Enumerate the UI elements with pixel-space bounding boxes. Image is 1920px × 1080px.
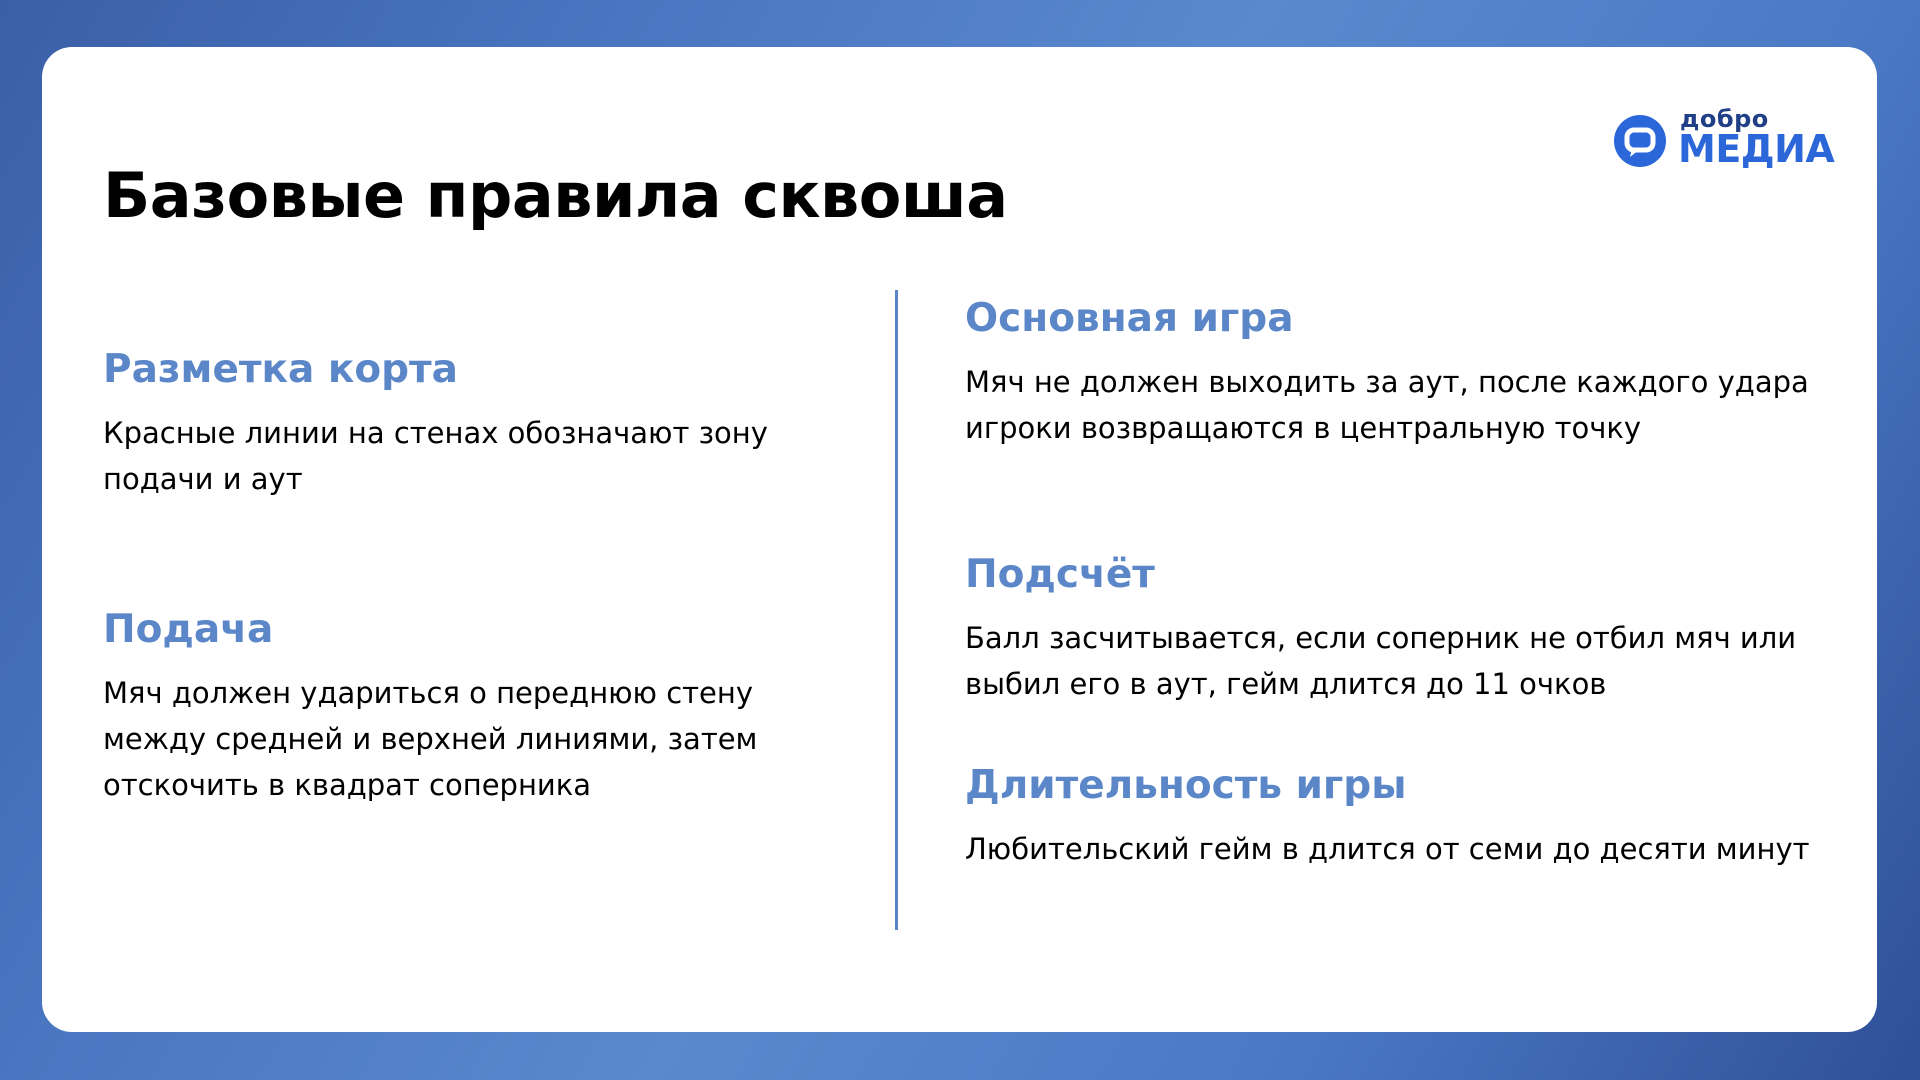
section-text: Любительский гейм в длится от семи до десяти минут xyxy=(965,831,1810,866)
slide-card xyxy=(42,47,1877,1032)
section-game-duration xyxy=(965,763,1845,872)
dobro-media-logo xyxy=(1612,105,1842,175)
slide-title: Базовые правила сквоша xyxy=(103,159,1008,232)
column-divider xyxy=(895,290,898,930)
section-text: Мяч не должен выходить за аут, после каждого удара игроки возвращаются в центральную точку xyxy=(965,364,1809,445)
logo-word-media: МЕДИА xyxy=(1678,127,1835,171)
section-text: Балл засчитывается, если соперник не отбил мяч или выбил его в аут, гейм длится до 11 очков xyxy=(965,620,1797,701)
section-heading: Подача xyxy=(103,607,274,652)
section-text: Красные линии на стенах обозначают зону подачи и аут xyxy=(103,415,768,496)
speech-bubble-icon xyxy=(1612,113,1668,169)
section-heading: Основная игра xyxy=(965,296,1294,341)
section-heading: Подсчёт xyxy=(965,552,1155,597)
section-serve xyxy=(103,607,843,808)
section-scoring xyxy=(965,552,1845,707)
section-heading: Разметка корта xyxy=(103,347,458,392)
section-main-game xyxy=(965,296,1845,451)
section-court-markings xyxy=(103,347,843,502)
section-heading: Длительность игры xyxy=(965,763,1407,808)
logo-word-dobro: добро xyxy=(1680,105,1769,133)
section-text: Мяч должен удариться о переднюю стену между средней и верхней линиями, затем отскочить в квадрат соперника xyxy=(103,675,758,802)
